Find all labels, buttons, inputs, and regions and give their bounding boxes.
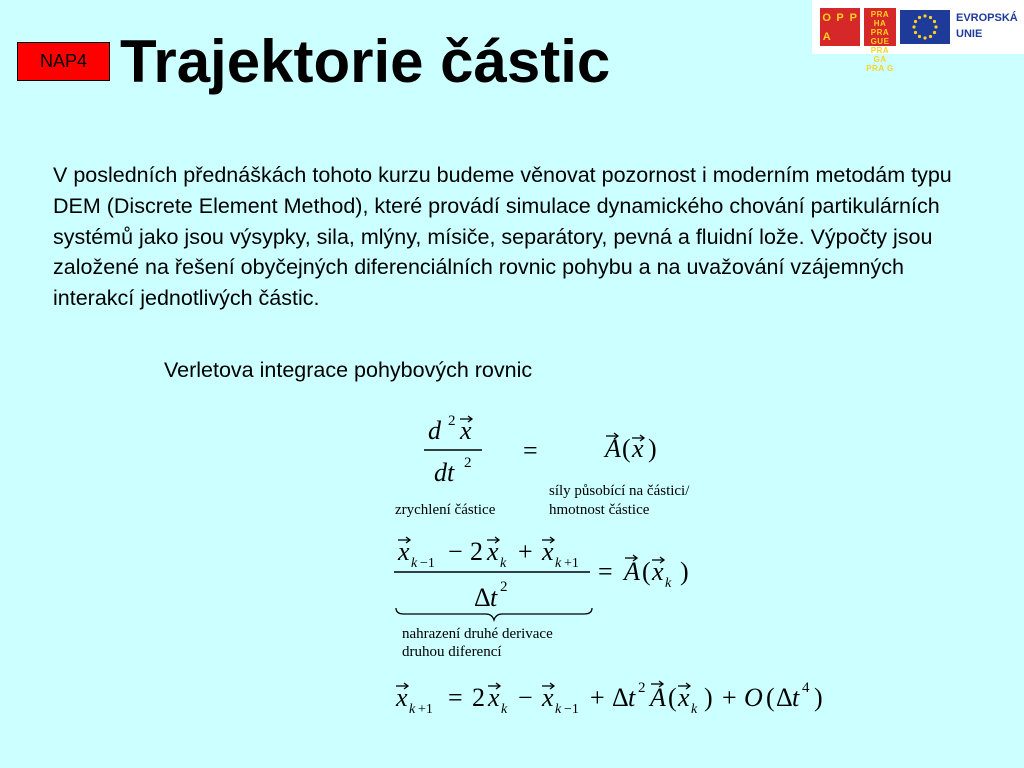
- svg-text:2: 2: [464, 455, 472, 471]
- svg-text:x: x: [652, 557, 664, 586]
- svg-text:+: +: [590, 683, 605, 712]
- svg-text:A: A: [605, 434, 621, 463]
- svg-text:(: (: [622, 434, 631, 463]
- svg-text:Δ: Δ: [776, 683, 793, 712]
- oppa-letter: A: [822, 30, 831, 43]
- svg-text:x: x: [398, 537, 410, 566]
- slide-title: Trajektorie částic: [120, 28, 611, 95]
- caption-force-line1: síly působící na částici/: [549, 483, 690, 499]
- svg-text:t: t: [490, 583, 498, 612]
- svg-text:Δ: Δ: [474, 583, 491, 612]
- svg-text:x: x: [487, 537, 499, 566]
- svg-text:x: x: [396, 683, 408, 712]
- svg-text:−1: −1: [420, 556, 435, 571]
- svg-text:x: x: [488, 683, 500, 712]
- logo-strip: [812, 0, 1024, 73]
- svg-text:x: x: [632, 434, 644, 463]
- section-badge: NAP4: [17, 42, 110, 81]
- oppa-letter: P: [849, 11, 857, 24]
- svg-text:2: 2: [448, 413, 456, 429]
- oppa-letter: P: [836, 11, 844, 24]
- svg-text:−1: −1: [564, 702, 579, 717]
- oppa-letter: O: [822, 11, 831, 24]
- svg-text:k: k: [555, 702, 562, 717]
- svg-text:x: x: [460, 416, 472, 445]
- eu-label: [956, 10, 1018, 42]
- praha-logo: [864, 8, 896, 73]
- caption-difference-line1: nahrazení druhé derivace: [402, 626, 553, 642]
- svg-text:+1: +1: [418, 702, 433, 717]
- section-subheading: Verletova integrace pohybových rovnic: [164, 358, 533, 382]
- svg-text:k: k: [411, 556, 418, 571]
- svg-text:k: k: [665, 576, 672, 591]
- svg-text:t: t: [792, 683, 800, 712]
- eu-flag-icon: [900, 10, 950, 44]
- svg-text:−: −: [518, 683, 533, 712]
- praha-line: PRA GUE: [870, 28, 890, 46]
- svg-text:(: (: [766, 683, 775, 712]
- eu-label-line1: EVROPSKÁ: [956, 12, 1018, 24]
- svg-text:d: d: [428, 416, 441, 445]
- svg-text:k: k: [500, 556, 507, 571]
- svg-text:dt: dt: [434, 458, 455, 487]
- svg-text:A: A: [650, 683, 666, 712]
- oppa-logo: [820, 8, 860, 46]
- svg-text:x: x: [678, 683, 690, 712]
- svg-text:2: 2: [500, 579, 508, 595]
- svg-text:=: =: [523, 436, 538, 465]
- praha-line: PRA GA: [870, 46, 890, 64]
- svg-text:): ): [648, 434, 657, 463]
- svg-text:2: 2: [638, 680, 646, 696]
- praha-line: PRA HA: [870, 10, 890, 28]
- svg-text:): ): [680, 557, 689, 586]
- svg-text:2: 2: [472, 683, 485, 712]
- svg-text:k: k: [501, 702, 508, 717]
- caption-acceleration: zrychlení částice: [395, 502, 496, 518]
- intro-paragraph: V posledních přednáškách tohoto kurzu budeme věnovat pozornost i moderním metodám typu DEM (Discrete Element Method), které provádí simulace dynamického chování partikulárních systémů jako jsou výsypky, sila, mlýny, mísiče, separátory, pevná a fluidní lože. Výpočty jsou založené na řešení obyčejných diferenciálních rovnic pohybu a na uvažování vzájemných interakcí jednotlivých částic.: [53, 163, 952, 311]
- svg-text:+: +: [518, 537, 533, 566]
- svg-text:2: 2: [470, 537, 483, 566]
- svg-text:): ): [704, 683, 713, 712]
- svg-text:): ): [814, 683, 823, 712]
- svg-text:O: O: [744, 683, 763, 712]
- svg-text:(: (: [668, 683, 677, 712]
- eu-label-line2: UNIE: [956, 28, 983, 40]
- svg-text:k: k: [555, 556, 562, 571]
- svg-text:=: =: [448, 683, 463, 712]
- svg-text:x: x: [542, 537, 554, 566]
- svg-text:x: x: [542, 683, 554, 712]
- svg-text:k: k: [409, 702, 416, 717]
- svg-text:Δ: Δ: [612, 683, 629, 712]
- svg-text:−: −: [448, 537, 463, 566]
- svg-text:A: A: [624, 557, 640, 586]
- praha-line: PRA G: [866, 64, 894, 73]
- svg-text:+1: +1: [564, 556, 579, 571]
- svg-text:+: +: [722, 683, 737, 712]
- caption-force-line2: hmotnost částice: [549, 502, 650, 518]
- caption-difference-line2: druhou diferencí: [402, 644, 502, 660]
- svg-text:=: =: [598, 557, 613, 586]
- equation-3: [390, 672, 870, 722]
- equation-2: [390, 530, 720, 625]
- svg-text:t: t: [628, 683, 636, 712]
- svg-text:k: k: [691, 702, 698, 717]
- svg-text:(: (: [642, 557, 651, 586]
- svg-text:4: 4: [802, 680, 810, 696]
